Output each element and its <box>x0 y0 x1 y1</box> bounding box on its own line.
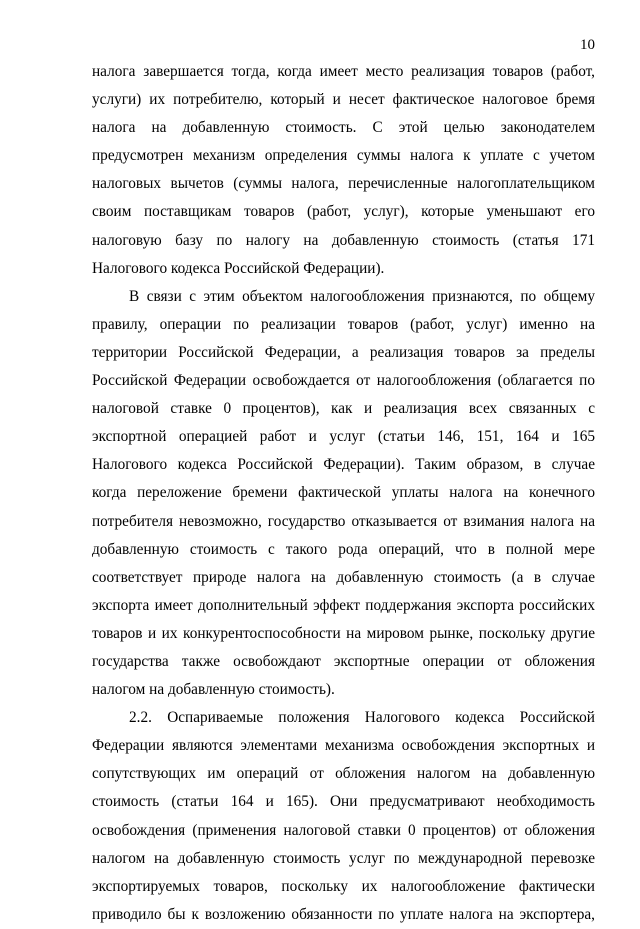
text-line: государства также освобождают экспортные операции от обложения <box>92 652 595 670</box>
text-line: экспорта имеет дополнительный эффект поддержания экспорта российских <box>92 596 595 614</box>
page-number: 10 <box>580 37 595 53</box>
text-line: экспортной операцией работ и услуг (статьи 146, 151, 164 и 165 <box>92 428 595 446</box>
text-line: предусмотрен механизм определения суммы налога к уплате с учетом <box>92 147 595 165</box>
text-line: Федерации являются элементами механизма освобождения экспортных и <box>92 737 595 755</box>
text-line: Российской Федерации освобождается от налогообложения (облагается по <box>92 372 595 390</box>
text-line: когда переложение бремени фактической уплаты налога на конечного <box>92 484 595 502</box>
text-line: Налогового кодекса Российской Федерации). <box>92 259 385 277</box>
document-body <box>92 58 595 929</box>
text-line: соответствует природе налога на добавленную стоимость (а в случае <box>92 568 595 586</box>
text-line: стоимость (статьи 164 и 165). Они предусматривают необходимость <box>92 793 595 811</box>
text-line: экспортируемых товаров, поскольку их налогообложение фактически <box>92 877 595 895</box>
text-line: освобождения (применения налоговой ставки 0 процентов) от обложения <box>92 821 595 839</box>
text-line: налога на добавленную стоимость. С этой целью законодателем <box>92 119 595 137</box>
text-line: налога завершается тогда, когда имеет место реализация товаров (работ, <box>92 63 595 80</box>
text-line: налоговых вычетов (суммы налога, перечисленные налогоплательщиком <box>92 175 595 193</box>
text-line: потребителя невозможно, государство отказывается от взимания налога на <box>92 512 595 530</box>
text-line: добавленную стоимость с такого рода операций, что в полной мере <box>92 540 595 558</box>
text-line: налогом на добавленную стоимость услуг по международной перевозке <box>92 849 595 867</box>
text-line: своим поставщикам товаров (работ, услуг), которые уменьшают его <box>92 203 595 221</box>
text-line: В связи с этим объектом налогообложения признаются, по общему <box>129 287 595 305</box>
paragraph <box>92 704 595 929</box>
text-line: сопутствующих им операций от обложения налогом на добавленную <box>92 765 595 783</box>
text-line: территории Российской Федерации, а реализация товаров за пределы <box>92 343 595 361</box>
text-line: 2.2. Оспариваемые положения Налогового кодекса Российской <box>129 709 595 727</box>
paragraph <box>92 283 595 704</box>
text-line: налоговую базу по налогу на добавленную стоимость (статья 171 <box>92 231 595 249</box>
text-line: услуги) их потребителю, который и несет фактическое налоговое бремя <box>92 91 595 109</box>
paragraph <box>92 58 595 283</box>
text-line: товаров и их конкурентоспособности на мировом рынке, поскольку другие <box>92 624 595 642</box>
text-line: налогом на добавленную стоимость). <box>92 681 335 699</box>
text-line: Налогового кодекса Российской Федерации). Таким образом, в случае <box>92 456 595 474</box>
text-line: налоговой ставке 0 процентов), как и реализация всех связанных с <box>92 400 595 418</box>
text-line: приводило бы к возложению обязанности по уплате налога на экспортера, <box>92 905 595 923</box>
text-line: правилу, операции по реализации товаров (работ, услуг) именно на <box>92 315 595 333</box>
